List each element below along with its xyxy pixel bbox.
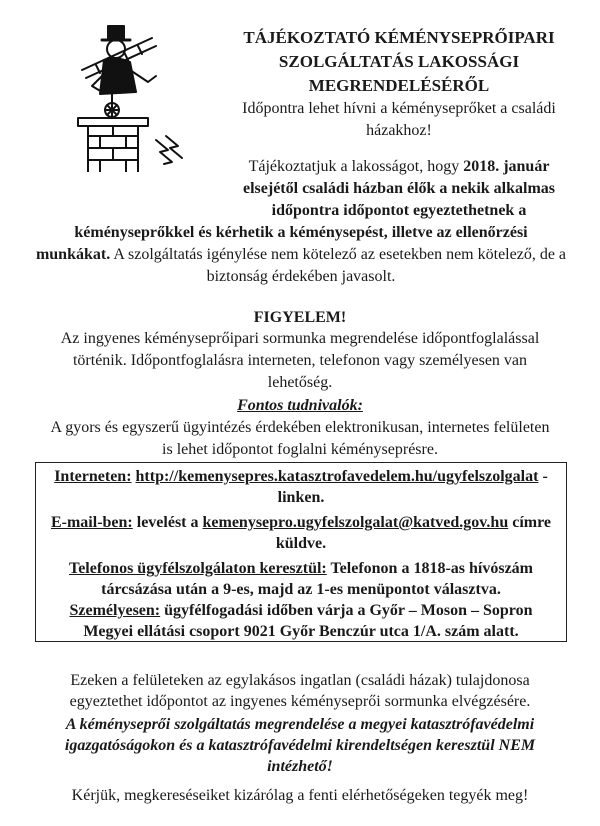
online-line-2: is lehet időpontot foglalni kéményseprésre. — [162, 441, 438, 458]
warning-heading: FIGYELEM! — [253, 309, 347, 326]
phone-text: Telefonon a 1818-as hívószám — [326, 560, 533, 577]
notice-line-1: A kéményseprői szolgáltatás megrendelése a megyei katasztrófavédelmi — [65, 716, 535, 733]
owner-line-2: egyeztethet időpontot az ingyenes kéményseprői sormunka elvégzésére. — [69, 693, 531, 710]
info-line-1 — [214, 156, 584, 178]
internet-link[interactable]: http://kemenysepres.katasztrofavedelem.hu/ugyfelszolgalat — [135, 468, 539, 485]
intro-line-2: házakhoz! — [366, 122, 432, 139]
email-tail: címre — [508, 514, 552, 531]
booking-paragraph — [24, 328, 576, 394]
info-line-5 — [30, 244, 572, 266]
booking-line-1: Az ingyenes kéményseprőipari sormunka megrendelése időpontfoglalással — [60, 330, 540, 347]
info-bold-word: munkákat. — [35, 246, 111, 263]
online-paragraph — [24, 417, 576, 461]
person-row-2: Megyei ellátási csoport 9021 Győr Benczúr utca 1/A. szám alatt. — [83, 623, 519, 640]
closing-line: Kérjük, megkereséseiket kizárólag a fenti elérhetőségeken tegyék meg! — [71, 787, 529, 804]
contact-box — [35, 462, 567, 642]
info-line-3: időpontra időpontot egyeztethetnek a — [271, 202, 527, 219]
title-line-3: MEGRENDELÉSÉRŐL — [308, 76, 490, 95]
info-text: Tájékoztatjuk a lakosságot, hogy — [248, 158, 464, 175]
person-text: ügyfélfogadási időben várja a Győr – Moson – Sopron — [160, 602, 533, 619]
owner-line-1: Ezeken a felületeken az egylakásos ingatlan (családi házak) tulajdonosa — [70, 672, 530, 689]
booking-line-2: történik. Időpontfoglalásra interneten, telefonon vagy személyesen van — [72, 352, 528, 369]
info-line-2: elsejétől családi házban élők a nekik alkalmas — [242, 180, 556, 197]
important-heading — [0, 395, 600, 417]
person-label: Személyesen: — [69, 602, 161, 619]
internet-row — [36, 466, 566, 487]
internet-row-2: linken. — [277, 489, 325, 506]
internet-label: Interneten: — [54, 468, 132, 485]
intro-line-1: Időpontra lehet hívni a kéményseprőket a családi — [242, 100, 556, 117]
email-link[interactable]: kemenysepro.ugyfelszolgalat@katved.gov.hu — [202, 514, 509, 531]
email-row — [36, 512, 566, 533]
info-date: 2018. január — [463, 158, 550, 175]
notice-line-3: intézhető! — [267, 758, 333, 775]
phone-label: Telefonos ügyfélszolgálaton keresztül: — [68, 560, 327, 577]
intro-paragraph — [214, 98, 584, 142]
phone-row — [36, 558, 566, 579]
chimney-sweep-icon — [52, 22, 192, 172]
email-label: E-mail-ben: — [50, 514, 133, 531]
title-line-2: SZOLGÁLTATÁS LAKOSSÁGI — [278, 52, 520, 71]
document-title — [218, 26, 580, 98]
email-row-2: küldve. — [275, 535, 327, 552]
notice-paragraph — [20, 714, 580, 777]
phone-row-2: tárcsázása után a 9-es, majd az 1-es menüpontot választva. — [101, 581, 501, 598]
booking-line-3: lehetőség. — [267, 374, 333, 391]
owner-paragraph — [20, 670, 580, 712]
internet-tail: - — [538, 468, 548, 485]
important-heading-text: Fontos tudnivalók: — [237, 397, 363, 414]
info-line-6: biztonság érdekében javasolt. — [206, 268, 396, 285]
email-pre: levelést a — [132, 514, 203, 531]
info-line-4: kéményseprőkkel és kérhetik a kéménysepést, illetve az ellenőrzési — [74, 224, 528, 241]
title-line-1: TÁJÉKOZTATÓ KÉMÉNYSEPRŐIPARI — [243, 28, 555, 47]
person-row — [36, 600, 566, 621]
online-line-1: A gyors és egyszerű ügyintézés érdekében elektronikusan, internetes felületen — [50, 419, 550, 436]
info-paragraph-head — [214, 156, 584, 222]
info-paragraph-body — [30, 222, 572, 288]
notice-line-2: igazgatóságokon és a katasztrófavédelmi kirendeltségen keresztül NEM — [64, 737, 536, 754]
info-text: A szolgáltatás igénylése nem kötelező az esetekben nem kötelező, de a — [110, 246, 567, 263]
